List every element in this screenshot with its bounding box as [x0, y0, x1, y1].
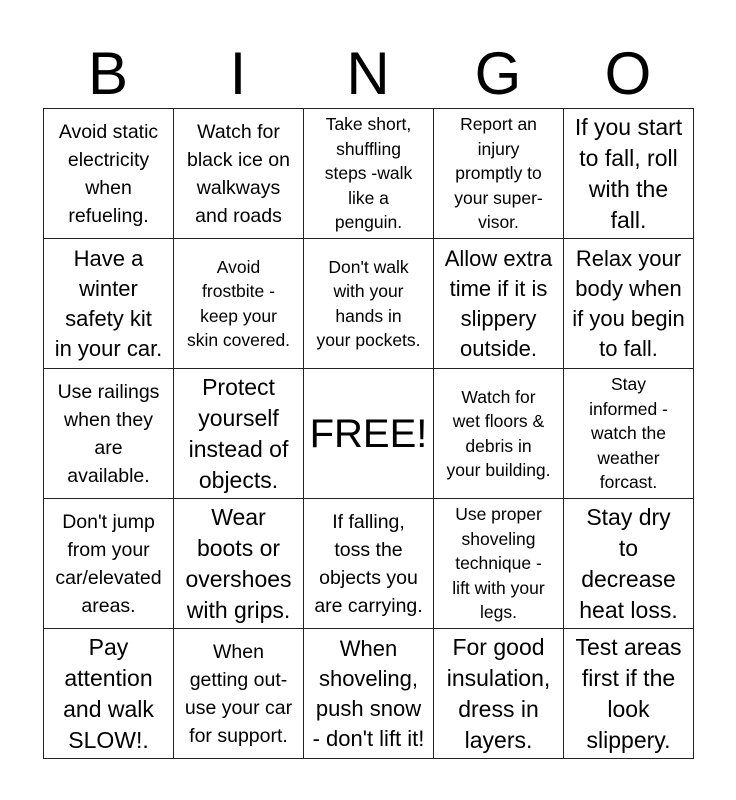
bingo-header	[43, 40, 693, 108]
bingo-cell[interactable]: When shoveling, push snow - don't lift it!	[304, 629, 434, 759]
bingo-cell[interactable]: Take short, shuffling steps -walk like a penguin.	[304, 109, 434, 239]
bingo-cell[interactable]: For good insulation, dress in layers.	[434, 629, 564, 759]
bingo-cell[interactable]: Use railings when they are available.	[44, 369, 174, 499]
header-letter-i: I	[229, 40, 247, 107]
board-row	[44, 109, 694, 239]
bingo-cell[interactable]: Stay informed - watch the weather forcast.	[564, 369, 694, 499]
bingo-cell[interactable]: Test areas first if the look slippery.	[564, 629, 694, 759]
bingo-cell[interactable]: Use proper shoveling technique - lift with your legs.	[434, 499, 564, 629]
bingo-cell[interactable]: Protect yourself instead of objects.	[174, 369, 304, 499]
bingo-cell[interactable]: Report an injury promptly to your super- visor.	[434, 109, 564, 239]
board-row	[44, 239, 694, 369]
board-row	[44, 369, 694, 499]
header-letter-o: O	[604, 40, 652, 107]
bingo-board	[43, 108, 694, 759]
bingo-cell[interactable]: Stay dry to decrease heat loss.	[564, 499, 694, 629]
bingo-cell[interactable]: Allow extra time if it is slippery outside.	[434, 239, 564, 369]
bingo-cell[interactable]: Avoid static electricity when refueling.	[44, 109, 174, 239]
bingo-cell[interactable]: Watch for black ice on walkways and roads	[174, 109, 304, 239]
header-letter-g: G	[474, 40, 522, 107]
bingo-cell[interactable]: When getting out- use your car for support.	[174, 629, 304, 759]
bingo-cell[interactable]: Watch for wet floors & debris in your building.	[434, 369, 564, 499]
header-letter-n: N	[346, 40, 390, 107]
bingo-cell[interactable]: Avoid frostbite - keep your skin covered.	[174, 239, 304, 369]
board-row	[44, 499, 694, 629]
bingo-cell[interactable]: Pay attention and walk SLOW!.	[44, 629, 174, 759]
bingo-cell[interactable]: Don't walk with your hands in your pockets.	[304, 239, 434, 369]
bingo-cell[interactable]: Have a winter safety kit in your car.	[44, 239, 174, 369]
bingo-cell[interactable]: Don't jump from your car/elevated areas.	[44, 499, 174, 629]
board-row	[44, 629, 694, 759]
free-space-cell[interactable]: FREE!	[304, 369, 434, 499]
bingo-cell[interactable]: If falling, toss the objects you are carrying.	[304, 499, 434, 629]
header-letter-b: B	[87, 40, 129, 107]
bingo-cell[interactable]: If you start to fall, roll with the fall.	[564, 109, 694, 239]
bingo-cell[interactable]: Wear boots or overshoes with grips.	[174, 499, 304, 629]
bingo-cell[interactable]: Relax your body when if you begin to fall.	[564, 239, 694, 369]
